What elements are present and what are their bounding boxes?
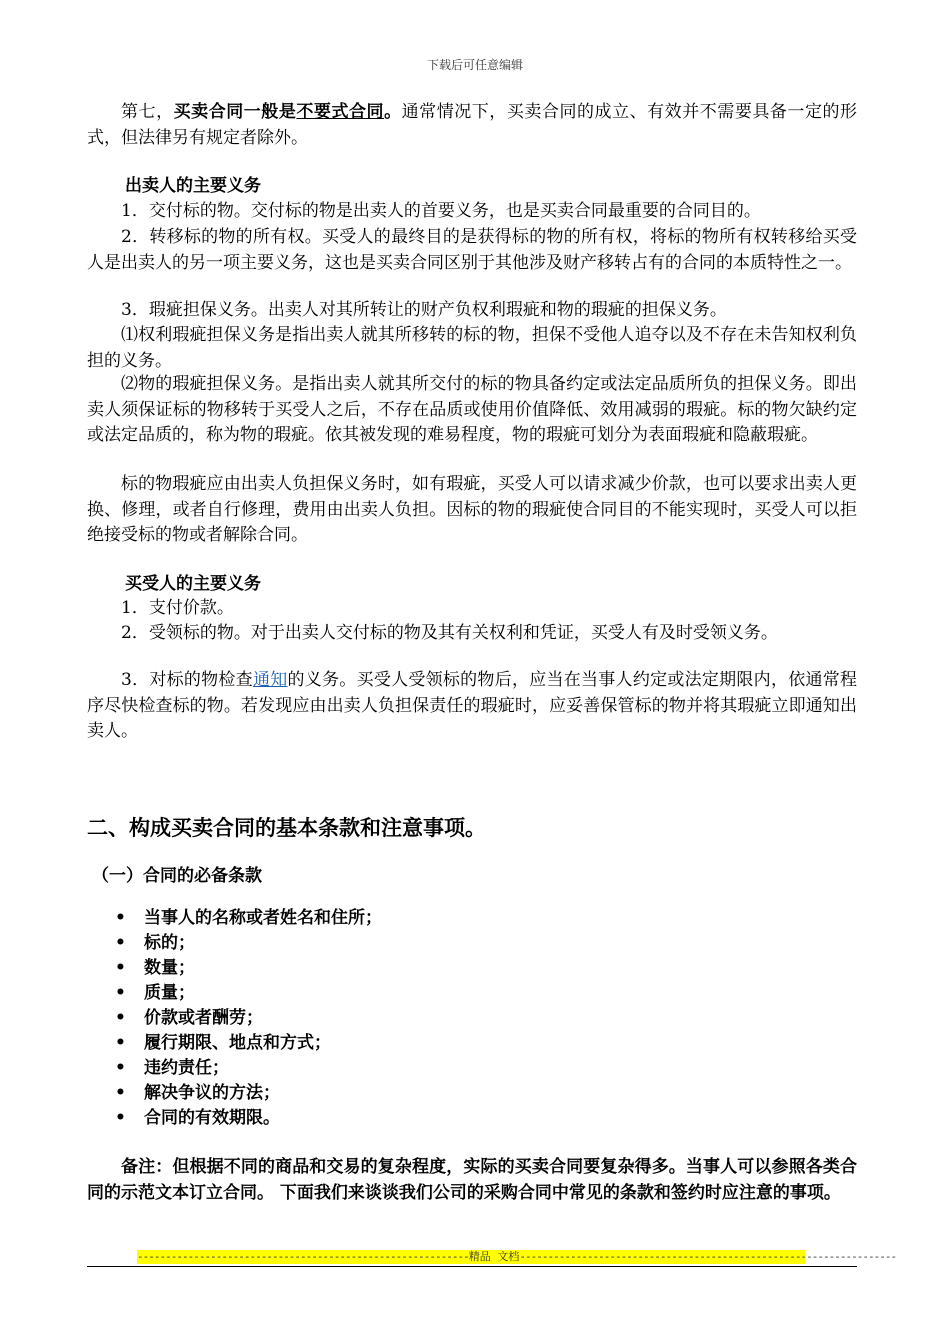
- bullet-icon: •: [115, 1083, 126, 1103]
- footer-banner: [137, 1250, 897, 1264]
- list-item-text: 价款或者酬劳；: [144, 1008, 263, 1028]
- seventh-bold-period: 。: [384, 102, 402, 122]
- seventh-lead: 第七，: [121, 102, 174, 122]
- buyer-item-3: [87, 668, 857, 745]
- seventh-rest: 通常情况下，买卖合同的成立、有效并不需要具备一定的形式，但法律另有规定者除外。: [87, 102, 858, 148]
- required-clauses-list: [87, 906, 382, 1131]
- footer-label: 精品 文档: [468, 1250, 520, 1263]
- seventh-underlined-term: 不要式合同: [296, 102, 385, 122]
- list-item: [87, 1106, 382, 1131]
- page-header-note: 下载后可任意编辑: [426, 58, 523, 72]
- bullet-icon: •: [115, 933, 126, 953]
- required-clauses-heading: （一）合同的必备条款: [92, 866, 262, 886]
- buyer-obligations-heading: 买受人的主要义务: [125, 574, 261, 594]
- bullet-icon: •: [115, 1033, 126, 1053]
- list-item-text: 违约责任；: [144, 1058, 229, 1078]
- bullet-icon: •: [115, 983, 126, 1003]
- list-item: [87, 981, 382, 1006]
- paragraph-seventh: [87, 100, 857, 151]
- list-item-text: 合同的有效期限。: [144, 1108, 280, 1128]
- notice-link[interactable]: 通知: [252, 670, 288, 690]
- list-item-text: 标的；: [144, 933, 195, 953]
- seller-item-1: 1．交付标的物。交付标的物是出卖人的首要义务，也是买卖合同最重要的合同目的。: [121, 201, 761, 221]
- list-item: [87, 956, 382, 981]
- list-item: [87, 1056, 382, 1081]
- seller-item-3: 3．瑕疵担保义务。出卖人对其所转让的财产负权利瑕疵和物的瑕疵的担保义务。: [121, 300, 727, 320]
- remarks-paragraph: 备注：但根据不同的商品和交易的复杂程度，实际的买卖合同要复杂得多。当事人可以参照各类合同的示范文本订立合同。 下面我们来谈谈我们公司的采购合同中常见的条款和签约时应注意的事项。: [87, 1157, 857, 1203]
- footer-right-dashes: -------------------------------------------------------------------: [519, 1250, 897, 1263]
- bullet-icon: •: [115, 1108, 126, 1128]
- buyer-item-3-post: 的义务。买受人受领标的物后，应当在当事人约定或法定期限内，依通常程序尽快检查标的物。若发现应由出卖人负担保责任的瑕疵时，应妥善保管标的物并将其瑕疵立即通知出卖人。: [87, 670, 858, 741]
- list-item-text: 质量；: [144, 983, 195, 1003]
- seller-sub-2: ⑵物的瑕疵担保义务。是指出卖人就其所交付的标的物具备约定或法定品质所负的担保义务。即出卖人须保证标的物移转于买受人之后，不存在品质或使用价值降低、效用减弱的瑕疵。标的物欠缺约定或法定品质的，称为物的瑕疵。依其被发现的难易程度，物的瑕疵可划分为表面瑕疵和隐蔽瑕疵。: [87, 374, 857, 445]
- bullet-icon: •: [115, 1058, 126, 1078]
- bullet-icon: •: [115, 908, 126, 928]
- list-item-text: 当事人的名称或者姓名和住所；: [144, 908, 382, 928]
- list-item: [87, 906, 382, 931]
- bullet-icon: •: [115, 958, 126, 978]
- list-item: [87, 1006, 382, 1031]
- footer-divider: [87, 1266, 857, 1267]
- section-2-heading: 二、构成买卖合同的基本条款和注意事项。: [87, 816, 486, 840]
- list-item-text: 履行期限、地点和方式；: [144, 1033, 331, 1053]
- footer-left-dashes: -----------------------------------------------------------: [137, 1250, 469, 1263]
- seller-sub-1: ⑴权利瑕疵担保义务是指出卖人就其所移转的标的物，担保不受他人追夺以及不存在未告知权利负担的义务。: [87, 325, 857, 371]
- list-item: [87, 1031, 382, 1056]
- list-item: [87, 1081, 382, 1106]
- buyer-item-3-pre: 3．对标的物检查: [121, 670, 253, 690]
- list-item-text: 数量；: [144, 958, 195, 978]
- buyer-item-1: 1．支付价款。: [121, 598, 234, 618]
- seller-sub-3: 标的物瑕疵应由出卖人负担保义务时，如有瑕疵，买受人可以请求减少价款，也可以要求出卖人更换、修理，或者自行修理，费用由出卖人负担。因标的物的瑕疵使合同目的不能实现时，买受人可以拒绝接受标的物或者解除合同。: [87, 474, 857, 545]
- seventh-bold-text: 买卖合同一般是: [173, 102, 297, 122]
- seller-obligations-heading: 出卖人的主要义务: [125, 176, 261, 196]
- list-item-text: 解决争议的方法；: [144, 1083, 280, 1103]
- list-item: [87, 931, 382, 956]
- buyer-item-2: 2．受领标的物。对于出卖人交付标的物及其有关权利和凭证，买受人有及时受领义务。: [121, 623, 778, 643]
- bullet-icon: •: [115, 1008, 126, 1028]
- seller-item-2: 2．转移标的物的所有权。买受人的最终目的是获得标的物的所有权，将标的物所有权转移给买受人是出卖人的另一项主要义务，这也是买卖合同区别于其他涉及财产移转占有的合同的本质特性之一。: [87, 227, 857, 273]
